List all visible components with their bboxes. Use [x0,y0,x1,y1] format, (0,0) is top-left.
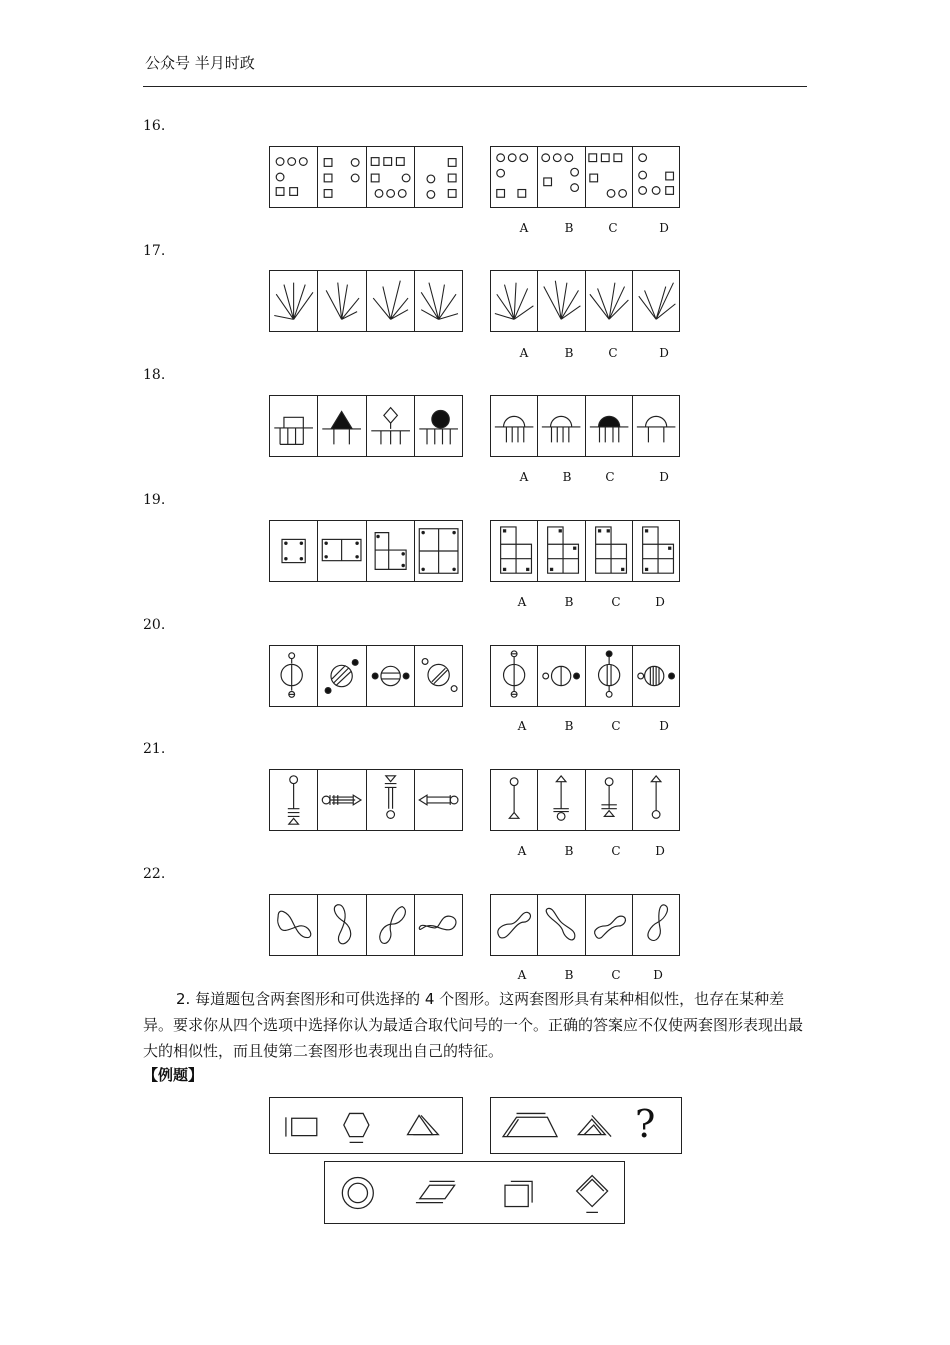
option-label-c: C [611,595,621,609]
q18-answer-options [490,395,680,457]
option-label-b: B [562,470,572,484]
q16-answer-options [490,146,680,208]
q19-question-figures [269,520,463,582]
option-label-a: A [519,221,529,235]
q22-option-c[interactable] [585,895,632,955]
q21-option-c[interactable] [585,770,632,830]
option-label-b: B [564,968,574,982]
q20-option-c[interactable] [585,646,632,706]
header-rule [143,86,807,87]
q16-question-figures [269,146,463,208]
option-label-a: A [519,346,529,360]
option-label-a: A [519,470,529,484]
q16-option-d[interactable] [632,147,679,207]
option-label-c: C [605,470,615,484]
q19-answer-options [490,520,680,582]
q20-option-a[interactable] [491,646,537,706]
q17-option-a[interactable] [491,271,537,331]
option-label-c: C [608,221,618,235]
option-label-a: A [517,595,527,609]
q16-option-c[interactable] [585,147,632,207]
option-label-a: A [517,719,527,733]
q19-option-b[interactable] [537,521,584,581]
option-label-c: C [608,346,618,360]
example-heading: 【例题】 [143,1066,204,1084]
question-number: 22. [143,866,166,882]
example-set-2 [490,1097,682,1154]
q21-option-a[interactable] [491,770,537,830]
option-label-d: D [659,470,669,484]
q16-option-b[interactable] [537,147,584,207]
q17-answer-options [490,270,680,332]
q20-option-d[interactable] [632,646,679,706]
option-label-a: A [517,844,527,858]
q22-answer-options [490,894,680,956]
option-label-c: C [611,719,621,733]
option-label-d: D [653,968,663,982]
q20-answer-options [490,645,680,707]
q18-question-figures [269,395,463,457]
option-label-d: D [659,719,669,733]
option-label-b: B [564,221,574,235]
q22-question-figures [269,894,463,956]
q19-option-c[interactable] [585,521,632,581]
option-label-a: A [517,968,527,982]
option-label-b: B [564,719,574,733]
question-number: 21. [143,741,166,757]
instructions-paragraph: 2. 每道题包含两套图形和可供选择的 4 个图形。这两套图形具有某种相似性，也存在某种差异。要求你从四个选项中选择你认为最适合取代问号的一个。正确的答案应不仅使两套图形表现出最大的相似性，而且使第二套图形也表现出自己的特征。 [143,990,804,1060]
option-label-c: C [611,968,621,982]
q20-option-b[interactable] [537,646,584,706]
option-label-b: B [564,595,574,609]
q21-answer-options [490,769,680,831]
question-mark: ? [635,1102,656,1146]
option-label-b: B [564,346,574,360]
q22-option-a[interactable] [491,895,537,955]
q18-option-d[interactable] [632,396,679,456]
example-set-1 [269,1097,463,1154]
q21-question-figures [269,769,463,831]
option-label-d: D [655,844,665,858]
q18-option-c[interactable] [585,396,632,456]
q17-option-d[interactable] [632,271,679,331]
q17-question-figures [269,270,463,332]
q19-option-a[interactable] [491,521,537,581]
question-number: 16. [143,118,166,134]
q22-option-b[interactable] [537,895,584,955]
q17-option-b[interactable] [537,271,584,331]
question-number: 18. [143,367,166,383]
q20-question-figures [269,645,463,707]
q16-option-a[interactable] [491,147,537,207]
q18-option-b[interactable] [537,396,584,456]
question-number: 19. [143,492,166,508]
q18-option-a[interactable] [491,396,537,456]
option-label-d: D [659,346,669,360]
option-label-d: D [659,221,669,235]
q22-option-d[interactable] [632,895,679,955]
q21-option-d[interactable] [632,770,679,830]
q17-option-c[interactable] [585,271,632,331]
question-number: 20. [143,617,166,633]
page-header: 公众号 半月时政 [145,54,255,72]
option-label-d: D [655,595,665,609]
example-options [324,1161,625,1224]
q21-option-b[interactable] [537,770,584,830]
q19-option-d[interactable] [632,521,679,581]
question-number: 17. [143,243,166,259]
option-label-b: B [564,844,574,858]
option-label-c: C [611,844,621,858]
